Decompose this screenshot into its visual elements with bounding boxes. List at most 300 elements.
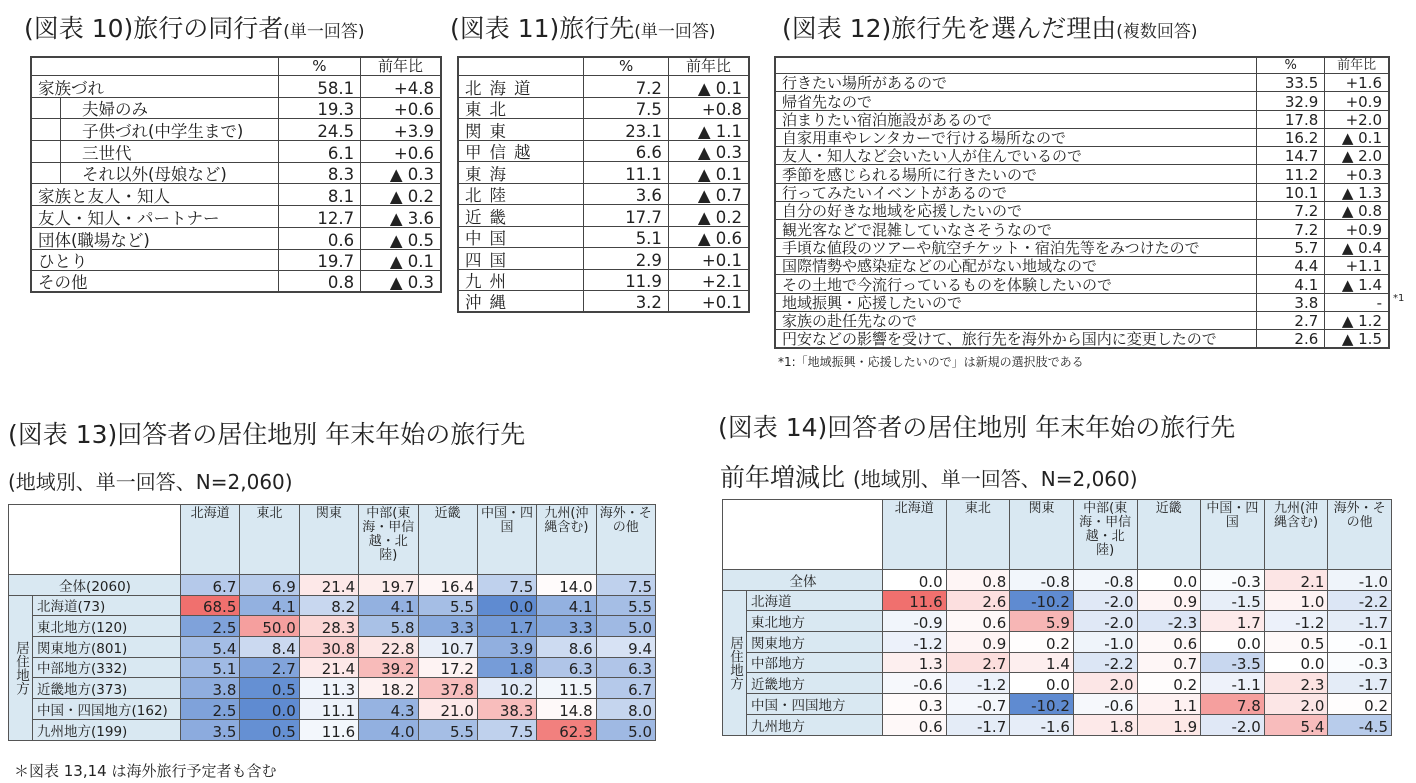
heat-cell: 0.6 bbox=[883, 714, 947, 735]
row-pct: 14.7 bbox=[1257, 147, 1325, 165]
title-14b: 前年増減比 (地域別、単一回答、N=2,060) bbox=[720, 463, 1138, 492]
table-row bbox=[723, 694, 1392, 715]
heat-cell: 0.0 bbox=[1201, 632, 1265, 653]
table-row bbox=[723, 632, 1392, 653]
row-yoy: ▲ 2.0 bbox=[1325, 147, 1389, 165]
row-pct: 2.7 bbox=[1257, 311, 1325, 329]
heat-cell: 0.2 bbox=[1328, 694, 1392, 715]
row-yoy: ▲ 0.3 bbox=[361, 162, 441, 184]
row-label: 中国・四国地方(162) bbox=[33, 699, 181, 720]
heat-cell: 4.1 bbox=[240, 595, 299, 616]
heat-cell: -2.0 bbox=[1073, 590, 1137, 611]
row-yoy: ▲ 0.5 bbox=[361, 227, 441, 249]
table-row bbox=[775, 147, 1389, 165]
heat-cell: 7.5 bbox=[596, 575, 655, 596]
heat-cell: 6.3 bbox=[537, 657, 596, 678]
heat-cell: -3.5 bbox=[1201, 652, 1265, 673]
heatmap-13 bbox=[8, 504, 656, 741]
heat-cell: 30.8 bbox=[299, 637, 358, 658]
column-header: 中国・四国 bbox=[1201, 500, 1265, 570]
row-yoy: ▲ 0.6 bbox=[668, 226, 749, 248]
row-label: 北海道 bbox=[747, 590, 883, 611]
table-row bbox=[458, 162, 749, 184]
heat-cell: 8.0 bbox=[596, 699, 655, 720]
row-label: 関東地方 bbox=[747, 632, 883, 653]
row-yoy: +0.6 bbox=[361, 141, 441, 163]
table-row bbox=[723, 590, 1392, 611]
heat-cell: 1.8 bbox=[477, 657, 536, 678]
table-row bbox=[775, 293, 1389, 311]
row-label: その土地で今流行っているものを体験したいので bbox=[775, 275, 1257, 293]
heat-cell: 50.0 bbox=[240, 616, 299, 637]
row-pct: 17.7 bbox=[584, 205, 669, 227]
row-label: 中部地方(332) bbox=[33, 657, 181, 678]
table-row bbox=[458, 248, 749, 270]
row-label: 家族の赴任先なので bbox=[775, 311, 1257, 329]
row-pct: 6.6 bbox=[584, 140, 669, 162]
row-label: 子供づれ(中学生まで) bbox=[31, 119, 278, 141]
heat-cell: 21.0 bbox=[418, 699, 477, 720]
row-label: 家族と友人・知人 bbox=[31, 184, 278, 206]
row-label: 夫婦のみ bbox=[31, 97, 278, 119]
heat-cell: 0.0 bbox=[883, 570, 947, 591]
column-header-yoy: 前年比 bbox=[1325, 57, 1389, 74]
table-row bbox=[9, 719, 656, 740]
heat-cell: -1.0 bbox=[1328, 570, 1392, 591]
heat-cell: 2.5 bbox=[181, 699, 240, 720]
column-header: 近畿 bbox=[1137, 500, 1201, 570]
heat-cell: 6.7 bbox=[596, 678, 655, 699]
table-row bbox=[723, 611, 1392, 632]
row-yoy: +0.1 bbox=[668, 248, 749, 270]
row-label: 自分の好きな地域を応援したいので bbox=[775, 202, 1257, 220]
row-label: その他 bbox=[31, 271, 278, 293]
heat-cell: -0.8 bbox=[1073, 570, 1137, 591]
heat-cell: 0.5 bbox=[1264, 632, 1328, 653]
heat-cell: 0.0 bbox=[240, 699, 299, 720]
column-header-yoy: 前年比 bbox=[361, 57, 441, 76]
header-row bbox=[31, 57, 441, 76]
column-header-yoy: 前年比 bbox=[668, 57, 749, 76]
table-row bbox=[31, 249, 441, 271]
heat-cell: 4.1 bbox=[359, 595, 418, 616]
heat-cell: 10.7 bbox=[418, 637, 477, 658]
heat-cell: 4.0 bbox=[359, 719, 418, 740]
heat-cell: -1.5 bbox=[1201, 590, 1265, 611]
heat-cell: 5.5 bbox=[418, 595, 477, 616]
table-row bbox=[458, 291, 749, 313]
table-row bbox=[9, 616, 656, 637]
row-label: 国際情勢や感染症などの心配がない地域なので bbox=[775, 256, 1257, 274]
row-label: 友人・知人など会いたい人が住んでいるので bbox=[775, 147, 1257, 165]
heat-cell: 17.2 bbox=[418, 657, 477, 678]
column-header: 海外・その他 bbox=[596, 505, 655, 575]
heat-cell: 3.8 bbox=[181, 678, 240, 699]
column-header: 中部(東海・甲信越・北陸) bbox=[1073, 500, 1137, 570]
row-pct: 19.7 bbox=[278, 249, 360, 271]
heat-cell: 39.2 bbox=[359, 657, 418, 678]
heat-cell: 22.8 bbox=[359, 637, 418, 658]
heat-cell: 0.7 bbox=[1137, 652, 1201, 673]
heat-cell: 28.3 bbox=[299, 616, 358, 637]
column-header-pct: % bbox=[278, 57, 360, 76]
row-pct: 19.3 bbox=[278, 97, 360, 119]
heat-cell: 7.8 bbox=[1201, 694, 1265, 715]
heat-cell: -2.0 bbox=[1073, 611, 1137, 632]
row-label: 友人・知人・パートナー bbox=[31, 206, 278, 228]
row-yoy: ▲ 3.6 bbox=[361, 206, 441, 228]
row-yoy: ▲ 0.1 bbox=[668, 162, 749, 184]
side-label: 居住地方 bbox=[723, 590, 747, 735]
heat-cell: 1.8 bbox=[1073, 714, 1137, 735]
row-pct: 6.1 bbox=[278, 141, 360, 163]
table-row bbox=[9, 678, 656, 699]
row-yoy: +1.1 bbox=[1325, 256, 1389, 274]
row-yoy: +2.0 bbox=[1325, 110, 1389, 128]
heat-cell: 21.4 bbox=[299, 657, 358, 678]
heat-cell: 0.5 bbox=[240, 719, 299, 740]
table-row bbox=[31, 97, 441, 119]
heat-cell: 1.0 bbox=[1264, 590, 1328, 611]
heat-cell: 6.3 bbox=[596, 657, 655, 678]
row-pct: 7.5 bbox=[584, 97, 669, 119]
heat-cell: -0.1 bbox=[1328, 632, 1392, 653]
row-pct: 11.9 bbox=[584, 269, 669, 291]
column-header: 九州(沖縄含む) bbox=[537, 505, 596, 575]
table-row bbox=[458, 205, 749, 227]
note-12: *1:「地域振興・応援したいので」は新規の選択肢である bbox=[778, 355, 1084, 369]
row-label: 関東地方(801) bbox=[33, 637, 181, 658]
heat-cell: -1.6 bbox=[1010, 714, 1074, 735]
heat-cell: -1.7 bbox=[1328, 611, 1392, 632]
heat-cell: 0.9 bbox=[1137, 590, 1201, 611]
row-pct: 12.7 bbox=[278, 206, 360, 228]
row-yoy: ▲ 1.5 bbox=[1325, 330, 1389, 348]
row-label: 東海 bbox=[458, 162, 584, 184]
heat-cell: 1.7 bbox=[477, 616, 536, 637]
header-row bbox=[458, 57, 749, 76]
row-label: 関東 bbox=[458, 119, 584, 141]
row-label: 三世代 bbox=[31, 141, 278, 163]
row-yoy: +3.9 bbox=[361, 119, 441, 141]
heat-cell: 0.0 bbox=[1010, 673, 1074, 694]
title-12: (図表 12)旅行先を選んだ理由(複数回答) bbox=[782, 14, 1198, 43]
heat-cell: 8.2 bbox=[299, 595, 358, 616]
heatmap-14 bbox=[722, 499, 1392, 736]
row-label: 北海道 bbox=[458, 76, 584, 98]
row-label: 自家用車やレンタカーで行ける場所なので bbox=[775, 128, 1257, 146]
table-row bbox=[31, 271, 441, 293]
row-pct: 3.6 bbox=[584, 183, 669, 205]
table-row bbox=[775, 183, 1389, 201]
row-label: 行きたい場所があるので bbox=[775, 74, 1257, 92]
row-yoy: +4.8 bbox=[361, 76, 441, 98]
row-yoy: - bbox=[1325, 293, 1389, 311]
heat-cell: 6.7 bbox=[181, 575, 240, 596]
heat-cell: 4.1 bbox=[537, 595, 596, 616]
heat-cell: 5.0 bbox=[596, 719, 655, 740]
row-label: 北海道(73) bbox=[33, 595, 181, 616]
heat-cell: 10.2 bbox=[477, 678, 536, 699]
heat-cell: 5.9 bbox=[1010, 611, 1074, 632]
column-header: 東北 bbox=[946, 500, 1010, 570]
heat-cell: 0.3 bbox=[883, 694, 947, 715]
row-yoy: ▲ 0.1 bbox=[1325, 128, 1389, 146]
row-yoy: ▲ 0.2 bbox=[361, 184, 441, 206]
row-label: 団体(職場など) bbox=[31, 227, 278, 249]
row-pct: 10.1 bbox=[1257, 183, 1325, 201]
row-yoy: +0.8 bbox=[668, 97, 749, 119]
header-corner bbox=[9, 505, 181, 575]
heat-cell: 1.7 bbox=[1201, 611, 1265, 632]
table-row bbox=[458, 183, 749, 205]
column-header: 北海道 bbox=[883, 500, 947, 570]
heat-cell: 18.2 bbox=[359, 678, 418, 699]
header-blank bbox=[31, 57, 278, 76]
row-label: 全体(2060) bbox=[9, 575, 181, 596]
column-header: 海外・その他 bbox=[1328, 500, 1392, 570]
row-pct: 2.9 bbox=[584, 248, 669, 270]
table-row bbox=[31, 184, 441, 206]
table-row bbox=[9, 657, 656, 678]
heat-cell: 4.3 bbox=[359, 699, 418, 720]
heat-cell: 11.6 bbox=[299, 719, 358, 740]
table-row bbox=[775, 92, 1389, 110]
table-row bbox=[31, 162, 441, 184]
heat-cell: 11.5 bbox=[537, 678, 596, 699]
heat-cell: -10.2 bbox=[1010, 590, 1074, 611]
column-header: 中部(東海・甲信越・北陸) bbox=[359, 505, 418, 575]
heat-cell: 0.8 bbox=[946, 570, 1010, 591]
heat-cell: -0.3 bbox=[1201, 570, 1265, 591]
row-pct: 32.9 bbox=[1257, 92, 1325, 110]
heat-cell: 21.4 bbox=[299, 575, 358, 596]
heat-cell: 3.9 bbox=[477, 637, 536, 658]
header-corner bbox=[723, 500, 883, 570]
table-row bbox=[775, 202, 1389, 220]
heat-cell: 2.7 bbox=[946, 652, 1010, 673]
row-yoy: ▲ 0.1 bbox=[361, 249, 441, 271]
row-label: 円安などの影響を受けて、旅行先を海外から国内に変更したので bbox=[775, 330, 1257, 348]
table-row bbox=[31, 227, 441, 249]
row-pct: 33.5 bbox=[1257, 74, 1325, 92]
column-header: 北海道 bbox=[181, 505, 240, 575]
table-row bbox=[775, 256, 1389, 274]
row-yoy: ▲ 0.2 bbox=[668, 205, 749, 227]
heat-cell: 1.3 bbox=[883, 652, 947, 673]
row-label: 近畿 bbox=[458, 205, 584, 227]
row-pct: 17.8 bbox=[1257, 110, 1325, 128]
table-10 bbox=[30, 56, 442, 293]
row-label: 甲信越 bbox=[458, 140, 584, 162]
table-row bbox=[775, 74, 1389, 92]
heat-cell: 2.0 bbox=[1264, 694, 1328, 715]
table-row bbox=[458, 269, 749, 291]
table-row bbox=[31, 119, 441, 141]
heat-cell: 0.2 bbox=[1137, 673, 1201, 694]
heat-cell: -1.7 bbox=[946, 714, 1010, 735]
row-yoy: +0.6 bbox=[361, 97, 441, 119]
table-row bbox=[9, 575, 656, 596]
row-label: 沖縄 bbox=[458, 291, 584, 313]
table-row bbox=[31, 206, 441, 228]
heat-cell: -0.9 bbox=[883, 611, 947, 632]
title-14: (図表 14)回答者の居住地別 年末年始の旅行先 bbox=[718, 413, 1236, 442]
row-pct: 5.1 bbox=[584, 226, 669, 248]
heat-cell: -2.0 bbox=[1201, 714, 1265, 735]
column-header-pct: % bbox=[1257, 57, 1325, 74]
table-row bbox=[775, 165, 1389, 183]
heat-cell: 0.6 bbox=[1137, 632, 1201, 653]
heat-cell: -1.2 bbox=[946, 673, 1010, 694]
heat-cell: 5.4 bbox=[1264, 714, 1328, 735]
row-label: 地域振興・応援したいので bbox=[775, 293, 1257, 311]
table-row bbox=[458, 119, 749, 141]
column-header: 近畿 bbox=[418, 505, 477, 575]
row-label: 帰省先なので bbox=[775, 92, 1257, 110]
heat-cell: 14.8 bbox=[537, 699, 596, 720]
table-row bbox=[723, 652, 1392, 673]
column-header: 関東 bbox=[1010, 500, 1074, 570]
heat-cell: 14.0 bbox=[537, 575, 596, 596]
row-label: 九州地方(199) bbox=[33, 719, 181, 740]
row-pct: 24.5 bbox=[278, 119, 360, 141]
heat-cell: -4.5 bbox=[1328, 714, 1392, 735]
heat-cell: 62.3 bbox=[537, 719, 596, 740]
heat-cell: 19.7 bbox=[359, 575, 418, 596]
heat-cell: 2.0 bbox=[1073, 673, 1137, 694]
heat-cell: 3.3 bbox=[418, 616, 477, 637]
heat-cell: 0.5 bbox=[240, 678, 299, 699]
row-label: 九州 bbox=[458, 269, 584, 291]
row-pct: 8.1 bbox=[278, 184, 360, 206]
table-row bbox=[775, 311, 1389, 329]
row-pct: 11.1 bbox=[584, 162, 669, 184]
row-label: 家族づれ bbox=[31, 76, 278, 98]
table-row bbox=[458, 97, 749, 119]
table-row bbox=[458, 140, 749, 162]
heat-cell: 3.5 bbox=[181, 719, 240, 740]
row-yoy: +0.3 bbox=[1325, 165, 1389, 183]
row-pct: 8.3 bbox=[278, 162, 360, 184]
heat-cell: -0.6 bbox=[883, 673, 947, 694]
column-header: 東北 bbox=[240, 505, 299, 575]
heat-cell: 68.5 bbox=[181, 595, 240, 616]
row-label: 北陸 bbox=[458, 183, 584, 205]
heat-cell: 3.3 bbox=[537, 616, 596, 637]
heat-cell: 16.4 bbox=[418, 575, 477, 596]
row-label: 中部地方 bbox=[747, 652, 883, 673]
heat-cell: 8.4 bbox=[240, 637, 299, 658]
row-yoy: ▲ 1.3 bbox=[1325, 183, 1389, 201]
row-pct: 16.2 bbox=[1257, 128, 1325, 146]
heat-cell: -0.7 bbox=[946, 694, 1010, 715]
row-pct: 0.8 bbox=[278, 271, 360, 293]
heat-cell: 11.3 bbox=[299, 678, 358, 699]
row-pct: 7.2 bbox=[1257, 202, 1325, 220]
heat-cell: -2.3 bbox=[1137, 611, 1201, 632]
row-label: 観光客などで混雑していなさそうなので bbox=[775, 220, 1257, 238]
row-pct: 7.2 bbox=[584, 76, 669, 98]
row-pct: 7.2 bbox=[1257, 220, 1325, 238]
row-label: 中国・四国地方 bbox=[747, 694, 883, 715]
heat-cell: -0.6 bbox=[1073, 694, 1137, 715]
row-pct: 5.7 bbox=[1257, 238, 1325, 256]
heat-cell: -10.2 bbox=[1010, 694, 1074, 715]
table-row bbox=[9, 595, 656, 616]
row-label: 中国 bbox=[458, 226, 584, 248]
heat-cell: 7.5 bbox=[477, 719, 536, 740]
heat-cell: 5.1 bbox=[181, 657, 240, 678]
subtitle-13: (地域別、単一回答、N=2,060) bbox=[8, 470, 293, 494]
row-yoy: +1.6 bbox=[1325, 74, 1389, 92]
heat-cell: -0.8 bbox=[1010, 570, 1074, 591]
column-header: 九州(沖縄含む) bbox=[1264, 500, 1328, 570]
table-row bbox=[775, 275, 1389, 293]
note-12-mark: *1 bbox=[1393, 293, 1405, 304]
row-pct: 11.2 bbox=[1257, 165, 1325, 183]
heat-cell: 11.6 bbox=[883, 590, 947, 611]
row-pct: 58.1 bbox=[278, 76, 360, 98]
row-label: 泊まりたい宿泊施設があるので bbox=[775, 110, 1257, 128]
heat-cell: 38.3 bbox=[477, 699, 536, 720]
row-yoy: ▲ 0.8 bbox=[1325, 202, 1389, 220]
row-label: 九州地方 bbox=[747, 714, 883, 735]
row-yoy: +0.1 bbox=[668, 291, 749, 313]
heat-cell: -1.7 bbox=[1328, 673, 1392, 694]
row-label: 近畿地方(373) bbox=[33, 678, 181, 699]
heat-cell: 0.6 bbox=[946, 611, 1010, 632]
heat-cell: -1.2 bbox=[883, 632, 947, 653]
row-label: 東北地方 bbox=[747, 611, 883, 632]
row-pct: 0.6 bbox=[278, 227, 360, 249]
row-label: 四国 bbox=[458, 248, 584, 270]
row-label: 季節を感じられる場所に行きたいので bbox=[775, 165, 1257, 183]
heat-cell: 5.4 bbox=[181, 637, 240, 658]
table-11 bbox=[457, 56, 750, 313]
row-label: 手頃な値段のツアーや航空チケット・宿泊先等をみつけたので bbox=[775, 238, 1257, 256]
side-label: 居住地方 bbox=[9, 595, 33, 740]
row-pct: 3.2 bbox=[584, 291, 669, 313]
row-pct: 2.6 bbox=[1257, 330, 1325, 348]
row-yoy: ▲ 0.7 bbox=[668, 183, 749, 205]
heat-cell: -2.2 bbox=[1073, 652, 1137, 673]
table-row bbox=[775, 110, 1389, 128]
row-label: 東北 bbox=[458, 97, 584, 119]
table-row bbox=[723, 570, 1392, 591]
row-pct: 3.8 bbox=[1257, 293, 1325, 311]
column-header-pct: % bbox=[584, 57, 669, 76]
row-yoy: ▲ 0.1 bbox=[668, 76, 749, 98]
header-row bbox=[775, 57, 1389, 74]
row-yoy: ▲ 0.4 bbox=[1325, 238, 1389, 256]
row-label: それ以外(母娘など) bbox=[31, 162, 278, 184]
heat-cell: 0.0 bbox=[1264, 652, 1328, 673]
row-pct: 4.4 bbox=[1257, 256, 1325, 274]
row-label: 全体 bbox=[723, 570, 883, 591]
heat-cell: 7.5 bbox=[477, 575, 536, 596]
row-yoy: ▲ 1.1 bbox=[668, 119, 749, 141]
heat-cell: 6.9 bbox=[240, 575, 299, 596]
row-yoy: ▲ 0.3 bbox=[361, 271, 441, 293]
row-label: 行ってみたいイベントがあるので bbox=[775, 183, 1257, 201]
row-yoy: ▲ 1.2 bbox=[1325, 311, 1389, 329]
table-row bbox=[775, 238, 1389, 256]
title-11: (図表 11)旅行先(単一回答) bbox=[450, 14, 716, 43]
heat-cell: 2.3 bbox=[1264, 673, 1328, 694]
row-yoy: ▲ 0.3 bbox=[668, 140, 749, 162]
heat-cell: -1.2 bbox=[1264, 611, 1328, 632]
